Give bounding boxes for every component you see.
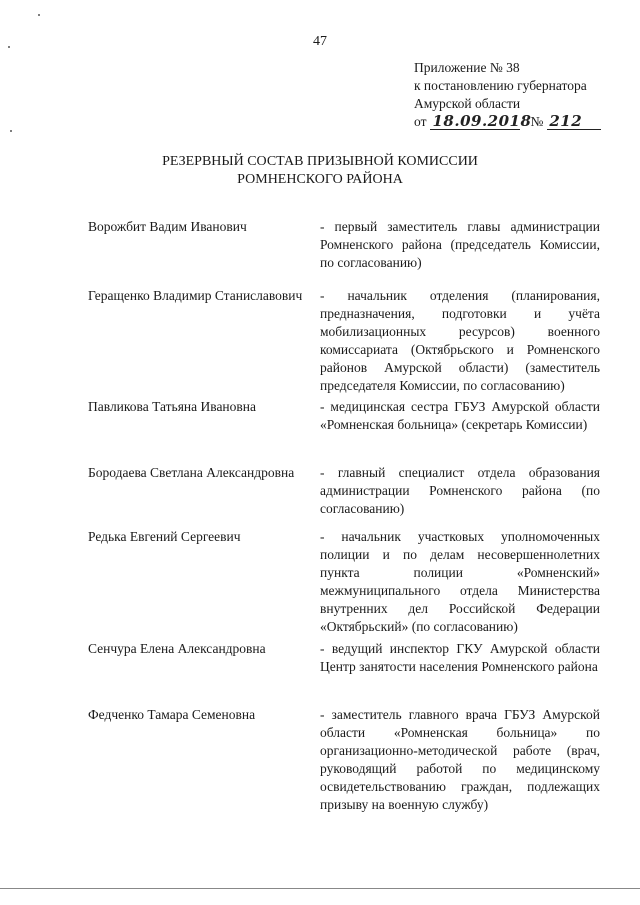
- from-label: от: [414, 114, 427, 129]
- page-number: 47: [313, 34, 327, 49]
- annex-date-line: [414, 113, 614, 131]
- scan-speck: [38, 14, 40, 16]
- member-role: - начальник участковых уполномоченных полиции и по делам несовершеннолетних пункта полиции «Ромненский» межмуниципального отдела Министерства внутренних дел Российской Федерации «Октябрьский» (по согласованию): [320, 529, 600, 634]
- number-label: №: [530, 114, 544, 129]
- member-role: - заместитель главного врача ГБУЗ Амурской области «Ромненская больница» по организационно-методической работе (врач, руководящий работой по медицинскому освидетельствованию граждан, подлежащих призыву на военную службу): [320, 707, 600, 812]
- member-name: Редька Евгений Сергеевич: [88, 529, 241, 544]
- title-line-1: РЕЗЕРВНЫЙ СОСТАВ ПРИЗЫВНОЙ КОМИССИИ: [162, 154, 478, 169]
- member-name: Павликова Татьяна Ивановна: [88, 399, 256, 414]
- member-name: Сенчура Елена Александровна: [88, 641, 266, 656]
- scan-edge-line: [0, 888, 640, 889]
- member-role: - начальник отделения (планирования, предназначения, подготовки и учёта мобилизационных ресурсов) военного комиссариата (Октябрьского и Ромненского районов Амурской области) (заместитель председателя Комиссии, по согласованию): [320, 288, 600, 393]
- scan-speck: [10, 130, 12, 132]
- annex-reference: к постановлению губернатора: [414, 78, 587, 93]
- document-title: [0, 153, 640, 189]
- title-line-2: РОМНЕНСКОГО РАЙОНА: [237, 172, 403, 187]
- handwritten-date: 18.09.2018: [432, 112, 532, 130]
- member-name: Геращенко Владимир Станиславович: [88, 288, 303, 303]
- member-role: - главный специалист отдела образования администрации Ромненского района (по согласованию): [320, 465, 600, 516]
- member-role: - ведущий инспектор ГКУ Амурской области Центр занятости населения Ромненского района: [320, 641, 600, 674]
- annex-region: Амурской области: [414, 96, 521, 111]
- member-role: - первый заместитель главы администрации Ромненского района (председатель Комиссии, по согласованию): [320, 219, 600, 270]
- member-name: Ворожбит Вадим Иванович: [88, 219, 247, 234]
- member-name: Бородаева Светлана Александровна: [88, 465, 295, 480]
- member-name: Федченко Тамара Семеновна: [88, 707, 256, 722]
- annex-block: [414, 59, 614, 131]
- member-role: - медицинская сестра ГБУЗ Амурской области «Ромненская больница» (секретарь Комиссии): [320, 399, 600, 432]
- annex-number: Приложение № 38: [414, 60, 520, 75]
- handwritten-number: 212: [547, 114, 601, 130]
